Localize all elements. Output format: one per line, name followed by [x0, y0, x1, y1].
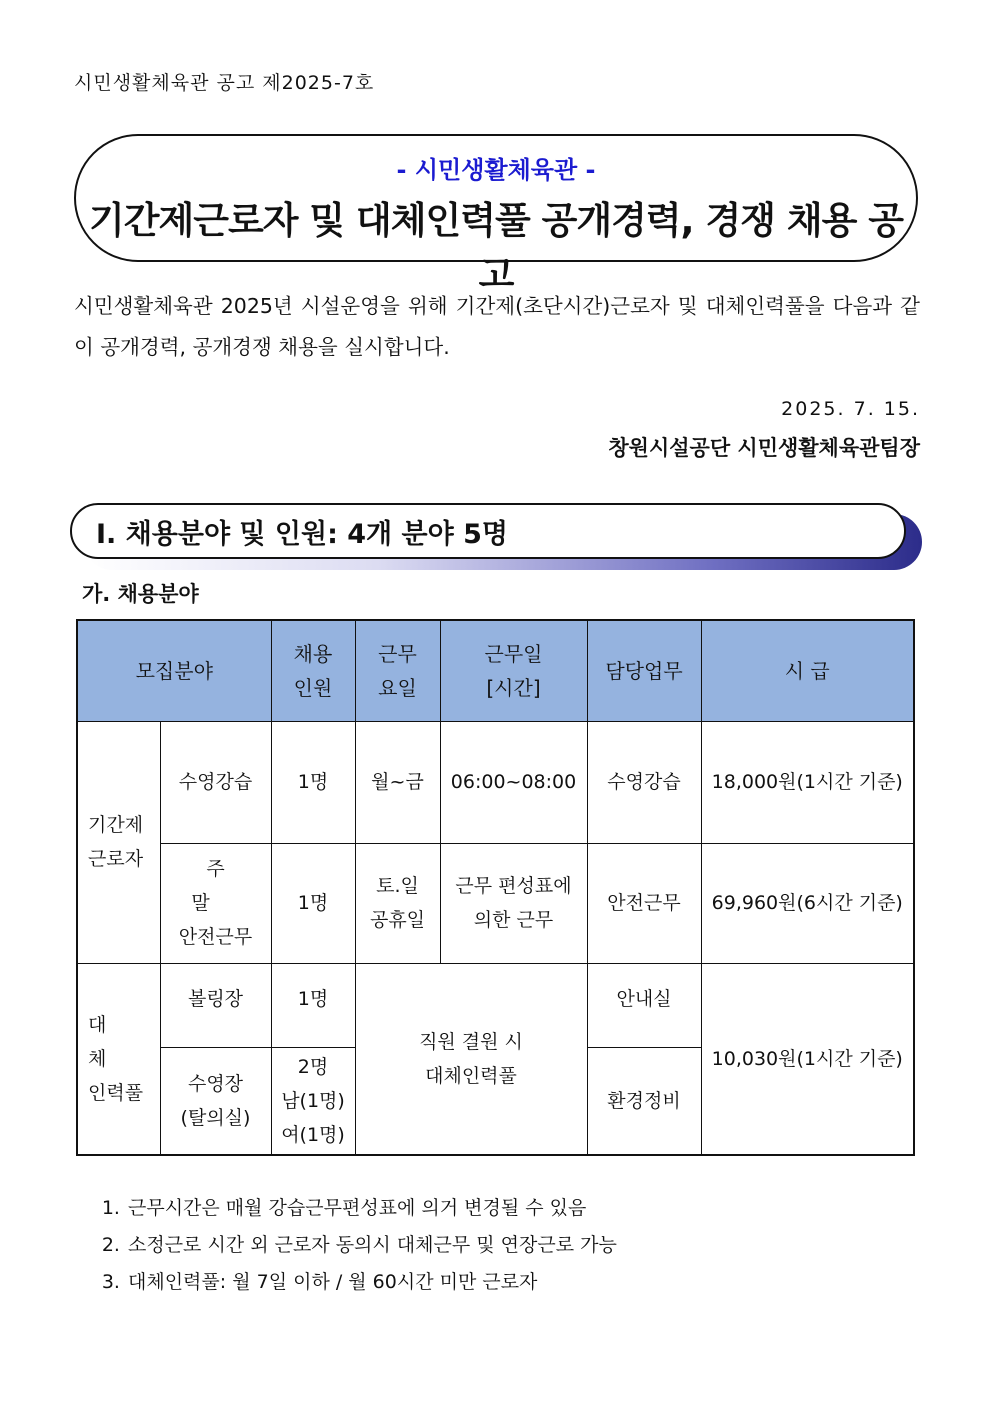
cell-count: 2명 남(1명) 여(1명) — [271, 1047, 355, 1155]
header-hours: 근무일 [시간] — [440, 620, 587, 721]
cell-wage: 18,000원(1시간 기준) — [701, 721, 914, 843]
cell-field: 수영장 (탈의실) — [160, 1047, 271, 1155]
list-item: 3. 대체인력풀: 월 7일 이하 / 월 60시간 미만 근로자 — [126, 1264, 617, 1301]
cell-duty: 환경정비 — [587, 1047, 701, 1155]
list-item: 1. 근무시간은 매월 강습근무편성표에 의거 변경될 수 있음 — [126, 1190, 617, 1227]
section-title: Ⅰ. 채용분야 및 인원: 4개 분야 5명 — [96, 519, 508, 550]
cell-days: 월~금 — [355, 721, 440, 843]
header-wage: 시 급 — [701, 620, 914, 721]
cell-days: 토.일 공휴일 — [355, 843, 440, 963]
header-count: 채용 인원 — [271, 620, 355, 721]
header-field: 모집분야 — [77, 620, 271, 721]
header-duty: 담당업무 — [587, 620, 701, 721]
title-subtitle: - 시민생활체육관 - — [396, 156, 596, 184]
header-days: 근무 요일 — [355, 620, 440, 721]
category-fixed-term: 기간제 근로자 — [77, 721, 160, 963]
page-title: 기간제근로자 및 대체인력풀 공개경력, 경쟁 채용 공고 — [89, 199, 903, 296]
recruitment-table — [76, 619, 915, 1156]
cell-duty: 안전근무 — [587, 843, 701, 963]
subsection-title: 가. 채용분야 — [82, 582, 199, 606]
cell-wage: 69,960원(6시간 기준) — [701, 843, 914, 963]
cell-hours: 근무 편성표에 의한 근무 — [440, 843, 587, 963]
cell-count: 1명 — [271, 963, 355, 1047]
notice-number: 시민생활체육관 공고 제2025-7호 — [74, 72, 375, 94]
signer: 창원시설공단 시민생활체육관팀장 — [608, 435, 920, 460]
cell-duty: 안내실 — [587, 963, 701, 1047]
cell-field: 주 말 안전근무 — [160, 843, 271, 963]
intro-paragraph: 시민생활체육관 2025년 시설운영을 위해 기간제(초단시간)근로자 및 대체인력풀을 다음과 같이 공개경력, 공개경쟁 채용을 실시합니다. — [74, 294, 920, 359]
category-substitute-pool: 대 체 인력풀 — [77, 963, 160, 1155]
list-item: 2. 소정근로 시간 외 근로자 동의시 대체근무 및 연장근로 가능 — [126, 1227, 617, 1264]
table-header-row — [77, 620, 914, 721]
cell-hours: 06:00~08:00 — [440, 721, 587, 843]
cell-field: 수영강습 — [160, 721, 271, 843]
cell-field: 볼링장 — [160, 963, 271, 1047]
table-row — [77, 721, 914, 843]
notes-list — [84, 1190, 617, 1301]
cell-shared-condition: 직원 결원 시 대체인력풀 — [355, 963, 587, 1155]
cell-duty: 수영강습 — [587, 721, 701, 843]
cell-count: 1명 — [271, 721, 355, 843]
cell-wage: 10,030원(1시간 기준) — [701, 963, 914, 1155]
notice-date: 2025. 7. 15. — [781, 398, 920, 420]
table-row — [77, 963, 914, 1047]
table-row — [77, 843, 914, 963]
cell-count: 1명 — [271, 843, 355, 963]
